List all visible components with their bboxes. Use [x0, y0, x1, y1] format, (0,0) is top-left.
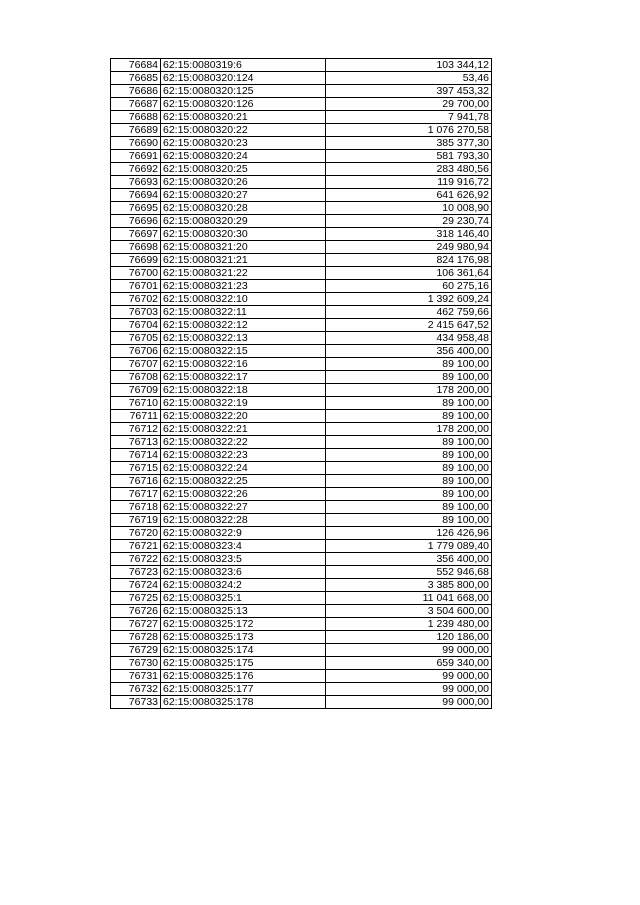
table-body — [111, 59, 492, 709]
cadastral-number-cell: 62:15:0080325:13 — [161, 605, 326, 618]
table-row — [111, 215, 492, 228]
row-number-cell: 76718 — [111, 501, 161, 514]
value-cell: 89 100,00 — [326, 397, 492, 410]
row-number-cell: 76730 — [111, 657, 161, 670]
table-row — [111, 527, 492, 540]
cadastral-number-cell: 62:15:0080321:21 — [161, 254, 326, 267]
value-cell: 89 100,00 — [326, 514, 492, 527]
value-cell: 552 946,68 — [326, 566, 492, 579]
value-cell: 99 000,00 — [326, 696, 492, 709]
value-cell: 60 275,16 — [326, 280, 492, 293]
table-row — [111, 124, 492, 137]
cadastral-number-cell: 62:15:0080321:23 — [161, 280, 326, 293]
cadastral-number-cell: 62:15:0080320:26 — [161, 176, 326, 189]
cadastral-number-cell: 62:15:0080320:28 — [161, 202, 326, 215]
table-row — [111, 332, 492, 345]
cadastral-number-cell: 62:15:0080320:124 — [161, 72, 326, 85]
table-row — [111, 579, 492, 592]
table-row — [111, 488, 492, 501]
value-cell: 178 200,00 — [326, 384, 492, 397]
table-row — [111, 267, 492, 280]
table-row — [111, 202, 492, 215]
table-row — [111, 163, 492, 176]
cadastral-number-cell: 62:15:0080322:22 — [161, 436, 326, 449]
row-number-cell: 76689 — [111, 124, 161, 137]
value-cell: 89 100,00 — [326, 488, 492, 501]
cadastral-number-cell: 62:15:0080323:5 — [161, 553, 326, 566]
row-number-cell: 76705 — [111, 332, 161, 345]
row-number-cell: 76721 — [111, 540, 161, 553]
value-cell: 356 400,00 — [326, 345, 492, 358]
cadastral-number-cell: 62:15:0080322:15 — [161, 345, 326, 358]
table-row — [111, 254, 492, 267]
row-number-cell: 76714 — [111, 449, 161, 462]
table-row — [111, 657, 492, 670]
table-row — [111, 345, 492, 358]
cadastral-number-cell: 62:15:0080322:13 — [161, 332, 326, 345]
cadastral-number-cell: 62:15:0080324:2 — [161, 579, 326, 592]
row-number-cell: 76697 — [111, 228, 161, 241]
value-cell: 2 415 647,52 — [326, 319, 492, 332]
table-row — [111, 371, 492, 384]
cadastral-number-cell: 62:15:0080322:12 — [161, 319, 326, 332]
row-number-cell: 76729 — [111, 644, 161, 657]
data-table — [110, 58, 492, 709]
cadastral-number-cell: 62:15:0080320:29 — [161, 215, 326, 228]
row-number-cell: 76717 — [111, 488, 161, 501]
table-row — [111, 176, 492, 189]
value-cell: 1 779 089,40 — [326, 540, 492, 553]
cadastral-number-cell: 62:15:0080322:16 — [161, 358, 326, 371]
row-number-cell: 76692 — [111, 163, 161, 176]
table-row — [111, 280, 492, 293]
row-number-cell: 76719 — [111, 514, 161, 527]
value-cell: 249 980,94 — [326, 241, 492, 254]
value-cell: 3 504 600,00 — [326, 605, 492, 618]
value-cell: 1 076 270,58 — [326, 124, 492, 137]
value-cell: 434 958,48 — [326, 332, 492, 345]
value-cell: 10 008,90 — [326, 202, 492, 215]
value-cell: 89 100,00 — [326, 371, 492, 384]
row-number-cell: 76713 — [111, 436, 161, 449]
table-row — [111, 553, 492, 566]
value-cell: 397 453,32 — [326, 85, 492, 98]
value-cell: 99 000,00 — [326, 670, 492, 683]
table-row — [111, 306, 492, 319]
value-cell: 103 344,12 — [326, 59, 492, 72]
cadastral-number-cell: 62:15:0080325:177 — [161, 683, 326, 696]
table-row — [111, 683, 492, 696]
row-number-cell: 76690 — [111, 137, 161, 150]
cadastral-number-cell: 62:15:0080322:25 — [161, 475, 326, 488]
value-cell: 641 626,92 — [326, 189, 492, 202]
table-row — [111, 241, 492, 254]
value-cell: 659 340,00 — [326, 657, 492, 670]
value-cell: 581 793,30 — [326, 150, 492, 163]
cadastral-number-cell: 62:15:0080319:6 — [161, 59, 326, 72]
value-cell: 1 239 480,00 — [326, 618, 492, 631]
table-row — [111, 514, 492, 527]
row-number-cell: 76696 — [111, 215, 161, 228]
value-cell: 178 200,00 — [326, 423, 492, 436]
table-row — [111, 566, 492, 579]
table-row — [111, 462, 492, 475]
cadastral-number-cell: 62:15:0080321:20 — [161, 241, 326, 254]
row-number-cell: 76733 — [111, 696, 161, 709]
row-number-cell: 76709 — [111, 384, 161, 397]
row-number-cell: 76724 — [111, 579, 161, 592]
table-row — [111, 540, 492, 553]
row-number-cell: 76684 — [111, 59, 161, 72]
row-number-cell: 76727 — [111, 618, 161, 631]
value-cell: 89 100,00 — [326, 501, 492, 514]
table-row — [111, 228, 492, 241]
table-row — [111, 150, 492, 163]
row-number-cell: 76707 — [111, 358, 161, 371]
table-row — [111, 358, 492, 371]
row-number-cell: 76687 — [111, 98, 161, 111]
cadastral-number-cell: 62:15:0080321:22 — [161, 267, 326, 280]
row-number-cell: 76732 — [111, 683, 161, 696]
table-row — [111, 696, 492, 709]
table-row — [111, 98, 492, 111]
value-cell: 29 700,00 — [326, 98, 492, 111]
cadastral-number-cell: 62:15:0080322:26 — [161, 488, 326, 501]
table-row — [111, 592, 492, 605]
row-number-cell: 76711 — [111, 410, 161, 423]
table-row — [111, 631, 492, 644]
value-cell: 89 100,00 — [326, 475, 492, 488]
table-row — [111, 319, 492, 332]
value-cell: 356 400,00 — [326, 553, 492, 566]
cadastral-number-cell: 62:15:0080325:173 — [161, 631, 326, 644]
table-row — [111, 111, 492, 124]
value-cell: 89 100,00 — [326, 449, 492, 462]
row-number-cell: 76712 — [111, 423, 161, 436]
table-row — [111, 605, 492, 618]
row-number-cell: 76723 — [111, 566, 161, 579]
table-row — [111, 670, 492, 683]
row-number-cell: 76720 — [111, 527, 161, 540]
row-number-cell: 76708 — [111, 371, 161, 384]
value-cell: 89 100,00 — [326, 462, 492, 475]
table-row — [111, 475, 492, 488]
value-cell: 1 392 609,24 — [326, 293, 492, 306]
value-cell: 99 000,00 — [326, 644, 492, 657]
cadastral-number-cell: 62:15:0080320:21 — [161, 111, 326, 124]
table-row — [111, 137, 492, 150]
value-cell: 119 916,72 — [326, 176, 492, 189]
cadastral-number-cell: 62:15:0080323:4 — [161, 540, 326, 553]
row-number-cell: 76728 — [111, 631, 161, 644]
value-cell: 120 186,00 — [326, 631, 492, 644]
row-number-cell: 76710 — [111, 397, 161, 410]
row-number-cell: 76686 — [111, 85, 161, 98]
cadastral-number-cell: 62:15:0080320:30 — [161, 228, 326, 241]
cadastral-number-cell: 62:15:0080322:19 — [161, 397, 326, 410]
row-number-cell: 76699 — [111, 254, 161, 267]
cadastral-number-cell: 62:15:0080320:25 — [161, 163, 326, 176]
cadastral-number-cell: 62:15:0080325:178 — [161, 696, 326, 709]
table-row — [111, 423, 492, 436]
cadastral-number-cell: 62:15:0080323:6 — [161, 566, 326, 579]
cadastral-number-cell: 62:15:0080325:1 — [161, 592, 326, 605]
row-number-cell: 76688 — [111, 111, 161, 124]
cadastral-number-cell: 62:15:0080325:172 — [161, 618, 326, 631]
row-number-cell: 76725 — [111, 592, 161, 605]
row-number-cell: 76731 — [111, 670, 161, 683]
table-row — [111, 397, 492, 410]
value-cell: 7 941,78 — [326, 111, 492, 124]
value-cell: 89 100,00 — [326, 358, 492, 371]
cadastral-number-cell: 62:15:0080322:24 — [161, 462, 326, 475]
table-row — [111, 85, 492, 98]
value-cell: 385 377,30 — [326, 137, 492, 150]
value-cell: 53,46 — [326, 72, 492, 85]
row-number-cell: 76693 — [111, 176, 161, 189]
row-number-cell: 76703 — [111, 306, 161, 319]
cadastral-number-cell: 62:15:0080320:22 — [161, 124, 326, 137]
table-row — [111, 449, 492, 462]
cadastral-number-cell: 62:15:0080322:17 — [161, 371, 326, 384]
table-row — [111, 436, 492, 449]
cadastral-number-cell: 62:15:0080322:9 — [161, 527, 326, 540]
cadastral-number-cell: 62:15:0080322:20 — [161, 410, 326, 423]
cadastral-number-cell: 62:15:0080325:175 — [161, 657, 326, 670]
table-row — [111, 501, 492, 514]
cadastral-number-cell: 62:15:0080322:18 — [161, 384, 326, 397]
cadastral-number-cell: 62:15:0080320:23 — [161, 137, 326, 150]
value-cell: 29 230,74 — [326, 215, 492, 228]
table-row — [111, 59, 492, 72]
row-number-cell: 76716 — [111, 475, 161, 488]
value-cell: 11 041 668,00 — [326, 592, 492, 605]
row-number-cell: 76702 — [111, 293, 161, 306]
table-row — [111, 618, 492, 631]
cadastral-number-cell: 62:15:0080322:23 — [161, 449, 326, 462]
row-number-cell: 76726 — [111, 605, 161, 618]
table-row — [111, 410, 492, 423]
value-cell: 106 361,64 — [326, 267, 492, 280]
row-number-cell: 76694 — [111, 189, 161, 202]
cadastral-number-cell: 62:15:0080320:125 — [161, 85, 326, 98]
value-cell: 318 146,40 — [326, 228, 492, 241]
table-row — [111, 384, 492, 397]
row-number-cell: 76706 — [111, 345, 161, 358]
value-cell: 824 176,98 — [326, 254, 492, 267]
cadastral-number-cell: 62:15:0080322:27 — [161, 501, 326, 514]
table-row — [111, 72, 492, 85]
row-number-cell: 76722 — [111, 553, 161, 566]
cadastral-number-cell: 62:15:0080320:126 — [161, 98, 326, 111]
row-number-cell: 76715 — [111, 462, 161, 475]
value-cell: 99 000,00 — [326, 683, 492, 696]
cadastral-number-cell: 62:15:0080325:176 — [161, 670, 326, 683]
table-row — [111, 293, 492, 306]
cadastral-number-cell: 62:15:0080325:174 — [161, 644, 326, 657]
cadastral-number-cell: 62:15:0080320:27 — [161, 189, 326, 202]
row-number-cell: 76698 — [111, 241, 161, 254]
value-cell: 3 385 800,00 — [326, 579, 492, 592]
table-row — [111, 189, 492, 202]
cadastral-number-cell: 62:15:0080322:10 — [161, 293, 326, 306]
cadastral-number-cell: 62:15:0080322:28 — [161, 514, 326, 527]
cadastral-number-cell: 62:15:0080320:24 — [161, 150, 326, 163]
row-number-cell: 76691 — [111, 150, 161, 163]
row-number-cell: 76700 — [111, 267, 161, 280]
value-cell: 283 480,56 — [326, 163, 492, 176]
row-number-cell: 76695 — [111, 202, 161, 215]
cadastral-number-cell: 62:15:0080322:11 — [161, 306, 326, 319]
cadastral-number-cell: 62:15:0080322:21 — [161, 423, 326, 436]
table-row — [111, 644, 492, 657]
row-number-cell: 76704 — [111, 319, 161, 332]
row-number-cell: 76701 — [111, 280, 161, 293]
value-cell: 462 759,66 — [326, 306, 492, 319]
value-cell: 89 100,00 — [326, 436, 492, 449]
value-cell: 89 100,00 — [326, 410, 492, 423]
row-number-cell: 76685 — [111, 72, 161, 85]
value-cell: 126 426,96 — [326, 527, 492, 540]
